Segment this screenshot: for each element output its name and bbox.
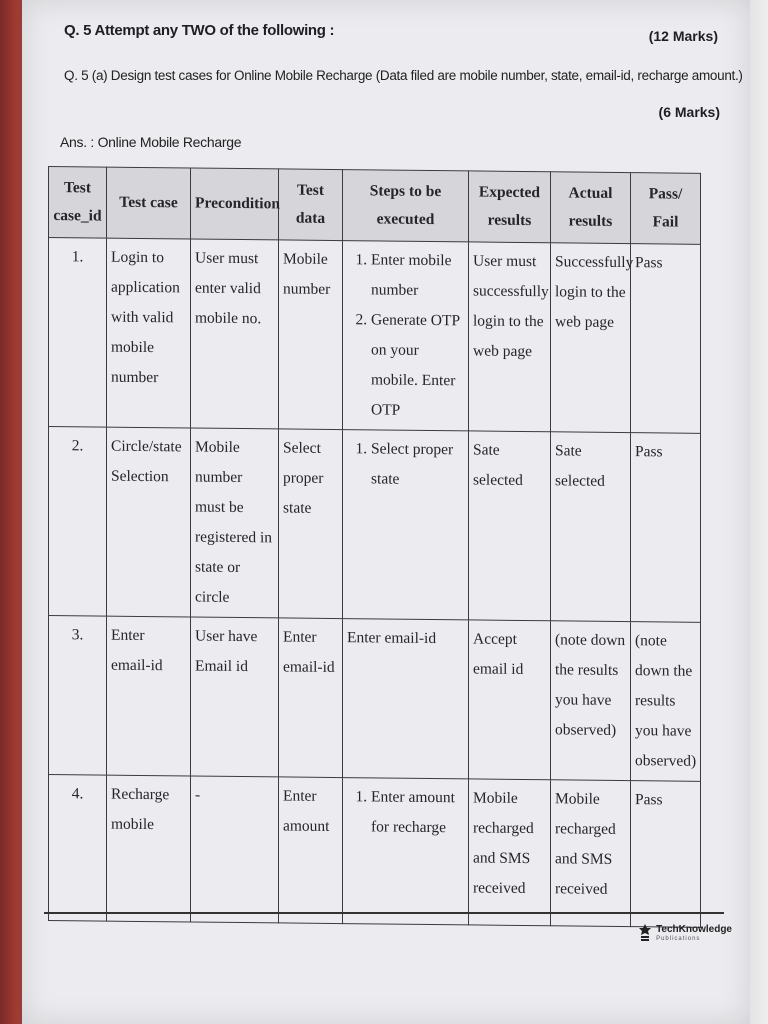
question-sub: Q. 5 (a) Design test cases for Online Mobile Recharge (Data filed are mobile number, state, email-id, recharge amount.) [64,68,743,83]
cell-test-data: Enter email-id [279,618,343,778]
cell-status: Pass [631,781,701,928]
table-header-row [49,167,701,245]
cell-test-case: Recharge mobile [107,775,191,922]
cell-expected: Mobile recharged and SMS received [469,779,551,926]
header-actual: Actual results [551,172,631,244]
cell-expected: Accept email id [469,620,551,780]
header-precondition: Precondition [191,168,279,240]
test-case-table [48,166,701,928]
publisher-logo-icon [638,924,652,944]
publisher-brand-sub: Publications [656,936,701,942]
cell-test-case: Circle/state Selection [107,427,191,617]
header-test-case-id: Test case_id [49,167,107,239]
header-expected: Expected results [469,171,551,243]
cell-actual: (note down the results you have observed) [551,621,631,781]
cell-test-data: Mobile number [279,240,343,430]
cell-steps: Enter email-id [343,619,469,779]
cell-status: Pass [631,244,701,434]
cell-id: 4. [49,775,107,922]
cell-id: 3. [49,616,107,776]
cell-steps [343,241,469,431]
cell-precondition: - [191,776,279,923]
header-test-case: Test case [107,167,191,239]
cell-actual: Successfully login to the web page [551,243,631,433]
footer-rule [44,912,724,914]
cell-expected: Sate selected [469,431,551,621]
cell-steps [343,778,469,925]
question-marks: (12 Marks) [648,28,718,44]
table-row [49,775,701,928]
step-item: 1. Enter amount for recharge [371,782,464,843]
table-row [49,238,701,434]
cell-precondition: Mobile number must be registered in state or circle [191,428,279,618]
cell-actual: Sate selected [551,432,631,622]
header-test-data: Test data [279,169,343,241]
table-row [49,427,701,623]
cell-test-data: Enter amount [279,777,343,924]
cell-status: (note down the results you have observed) [631,622,701,782]
publisher-logo [638,924,732,944]
cell-actual: Mobile recharged and SMS received [551,780,631,927]
question-heading: Q. 5 Attempt any TWO of the following : [64,22,335,39]
table-row [49,616,701,782]
cell-steps [343,430,469,620]
step-item: 2. Generate OTP on your mobile. Enter OTP [371,305,464,426]
answer-label: Ans. : Online Mobile Recharge [60,134,242,150]
cell-expected: User must successfully login to the web page [469,242,551,432]
cell-precondition: User have Email id [191,617,279,777]
header-steps: Steps to be executed [343,170,469,242]
cell-id: 1. [49,238,107,428]
cell-precondition: User must enter valid mobile no. [191,239,279,429]
cell-test-data: Select proper state [279,429,343,619]
cell-id: 2. [49,427,107,617]
step-item: 1. Select proper state [371,434,464,495]
publisher-brand: TechKnowledge [656,924,732,935]
cell-test-case: Enter email-id [107,616,191,776]
cell-status: Pass [631,433,701,623]
sub-question-marks: (6 Marks) [658,104,720,120]
cell-test-case: Login to application with valid mobile number [107,238,191,428]
header-pass-fail: Pass/ Fail [631,173,701,245]
step-item: 1. Enter mobile number [371,245,464,306]
